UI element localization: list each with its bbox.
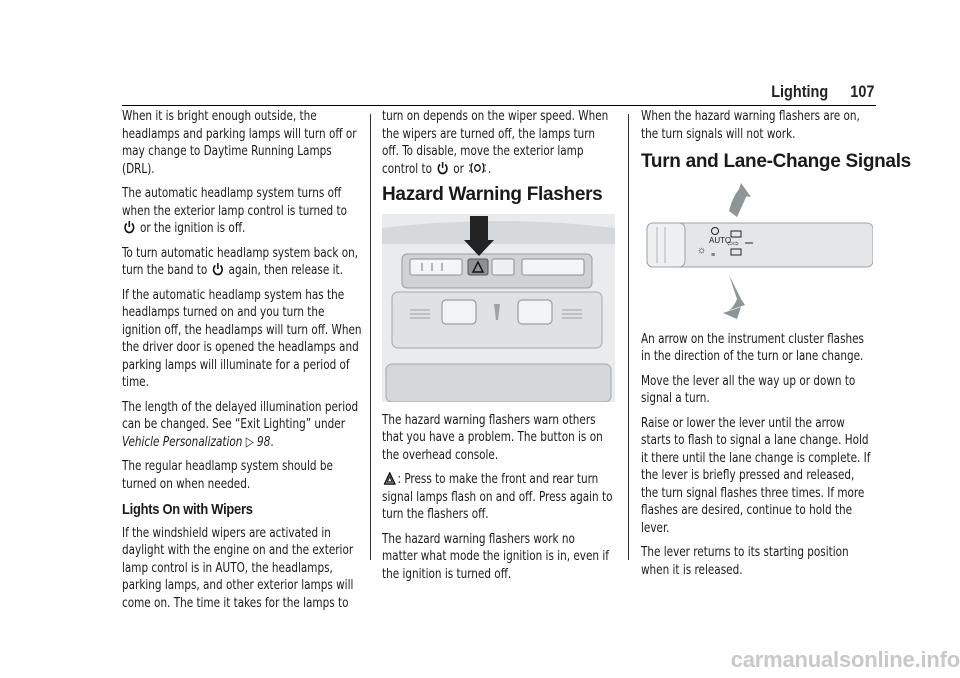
section-title: Lighting [770,82,828,101]
auto-label: AUTO [709,235,732,245]
column-2 [382,108,650,590]
paragraph: The hazard warning flashers warn others that you have a problem. The button is on the overhead console. [382,411,603,463]
parking-lamp-icon [469,161,486,175]
page-number: 107 [849,82,874,101]
power-off-icon [212,262,223,276]
cross-reference-link[interactable]: Vehicle Personalization [122,433,243,450]
paragraph: If the automatic headlamp system has the headlamps turned on and you turn the ignition off, the headlamps will turn off. When the driver door is opened the headlamps and parking lamps will illuminate for a period of time. [122,286,362,390]
paragraph: An arrow on the instrument cluster flashes in the direction of the turn or lane change. [641,330,865,364]
overhead-console-illustration [382,214,615,402]
power-off-icon [437,161,448,175]
column-1 [122,108,402,619]
paragraph: : Press to make the front and rear turn signal lamps flash on and off. Press again to turn the flashers off. [382,471,613,522]
svg-text:≡: ≡ [711,251,716,259]
paragraph: When it is bright enough outside, the headlamps and parking lamps will turn off or may change to Daytime Running Lamps (DRL). [122,108,357,177]
paragraph: The hazard warning flashers work no matter what mode the ignition is in, even if the ignition is turned off. [382,530,609,582]
header-rule [122,105,876,106]
paragraph: The automatic headlamp system turns off when the exterior lamp control is turned to or the ignition is off. [122,185,347,236]
paragraph: To turn automatic headlamp system back on, turn the band to again, then release it. [122,244,359,278]
page-ref-arrow-icon: ▷ [245,433,254,450]
paragraph: Raise or lower the lever until the arrow starts to flash to signal a lane change. Hold it there until the lane change is complete. If the lever is briefly pressed and released, the turn signal flashes three times. If more flashes are desired, continue to hold the lever. [641,414,871,536]
paragraph: If the windshield wipers are activated in daylight with the engine on and the exterior lamp control is in AUTO, the headlamps, parking lamps, and other exterior lamps will come on. The time it takes for the lamps to [122,524,354,611]
paragraph: The regular headlamp system should be turned on when needed. [122,458,333,492]
cross-reference-page[interactable]: 98 [257,433,271,450]
paragraph: The lever returns to its starting position when it is released. [641,544,849,578]
section-heading: Lights On with Wipers [122,501,253,518]
turn-signal-lever-illustration [641,181,873,321]
paragraph: turn on depends on the wiper speed. When the wipers are turned off, the lamps turn off. To disable, move the exterior lamp control to or . [382,108,609,177]
watermark: carmanualsonline.info [730,647,960,672]
page-header [771,82,874,102]
paragraph: The length of the delayed illumination period can be changed. See “Exit Lighting” under Vehicle Personalization ▷ 98. [122,398,359,450]
hazard-warning-icon [384,472,396,485]
section-heading: Turn and Lane-Change Signals [641,151,911,172]
svg-text:☼: ☼ [697,244,707,256]
paragraph: When the hazard warning flashers are on, the turn signals will not work. [641,108,860,142]
section-heading: Hazard Warning Flashers [382,184,603,205]
paragraph: Move the lever all the way up or down to signal a turn. [641,372,856,406]
power-off-icon [124,220,135,234]
svg-text:⇦⇨: ⇦⇨ [727,238,740,248]
column-3 [641,108,911,586]
